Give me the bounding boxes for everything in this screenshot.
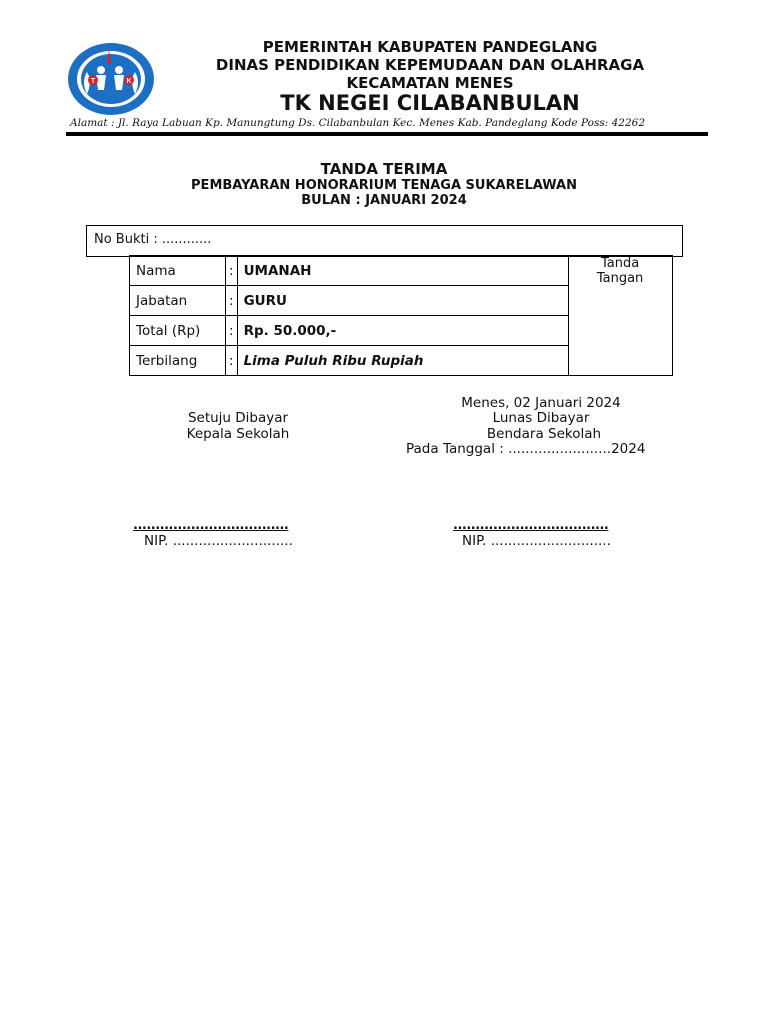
right-sign-role-2: Bendara Sekolah: [486, 426, 602, 442]
logo-letter-k: K: [126, 78, 132, 85]
row-colon: :: [226, 256, 238, 286]
row-colon: :: [226, 316, 238, 346]
row-colon: :: [226, 346, 238, 376]
left-signature-name-line: ...................................: [133, 518, 289, 533]
header-address: Alamat : Jl. Raya Labuan Kp. Manungtung Ds. Cilabanbulan Kec. Menes Kab. Pandeglang Kode Poss: 42262: [70, 117, 645, 129]
row-value-terbilang: Lima Puluh Ribu Rupiah: [237, 346, 568, 376]
row-value-total: Rp. 50.000,-: [237, 316, 568, 346]
document-month: BULAN : JANUARI 2024: [301, 193, 467, 208]
right-sign-role-1: Lunas Dibayar: [492, 410, 590, 426]
row-label: Terbilang: [130, 346, 226, 376]
logo-letter-t: T: [90, 78, 96, 85]
row-colon: :: [226, 286, 238, 316]
header-divider: [66, 132, 708, 136]
header-school-name: TK NEGEI CILABANBULAN: [280, 91, 580, 115]
table-row: [130, 256, 673, 286]
row-label: Nama: [130, 256, 226, 286]
left-sign-role-2: Kepala Sekolah: [186, 426, 290, 442]
right-nip: NIP. ............................: [462, 533, 611, 549]
no-bukti-text: No Bukti : ............: [94, 232, 212, 247]
school-logo: [67, 42, 155, 116]
row-label: Total (Rp): [130, 316, 226, 346]
receipt-table: [129, 255, 673, 376]
row-value-nama: UMANAH: [237, 256, 568, 286]
row-label: Jabatan: [130, 286, 226, 316]
document-title: TANDA TERIMA: [320, 160, 448, 178]
signing-date: Menes, 02 Januari 2024: [461, 395, 621, 411]
row-value-jabatan: GURU: [237, 286, 568, 316]
signature-cell: [568, 256, 672, 376]
header-department: DINAS PENDIDIKAN KEPEMUDAAN DAN OLAHRAGA: [215, 56, 645, 74]
signature-header: Tanda Tangan: [596, 256, 644, 286]
no-bukti-box: [86, 225, 683, 257]
header-government: PEMERINTAH KABUPATEN PANDEGLANG: [262, 38, 598, 56]
right-signature-name-line: ...................................: [453, 518, 609, 533]
left-nip: NIP. ............................: [144, 533, 293, 549]
header-district: KECAMATAN MENES: [346, 74, 514, 92]
document-subtitle: PEMBAYARAN HONORARIUM TENAGA SUKARELAWAN: [191, 178, 577, 193]
payment-date-line: Pada Tanggal : ........................2024: [406, 441, 646, 457]
left-sign-role-1: Setuju Dibayar: [187, 410, 289, 426]
